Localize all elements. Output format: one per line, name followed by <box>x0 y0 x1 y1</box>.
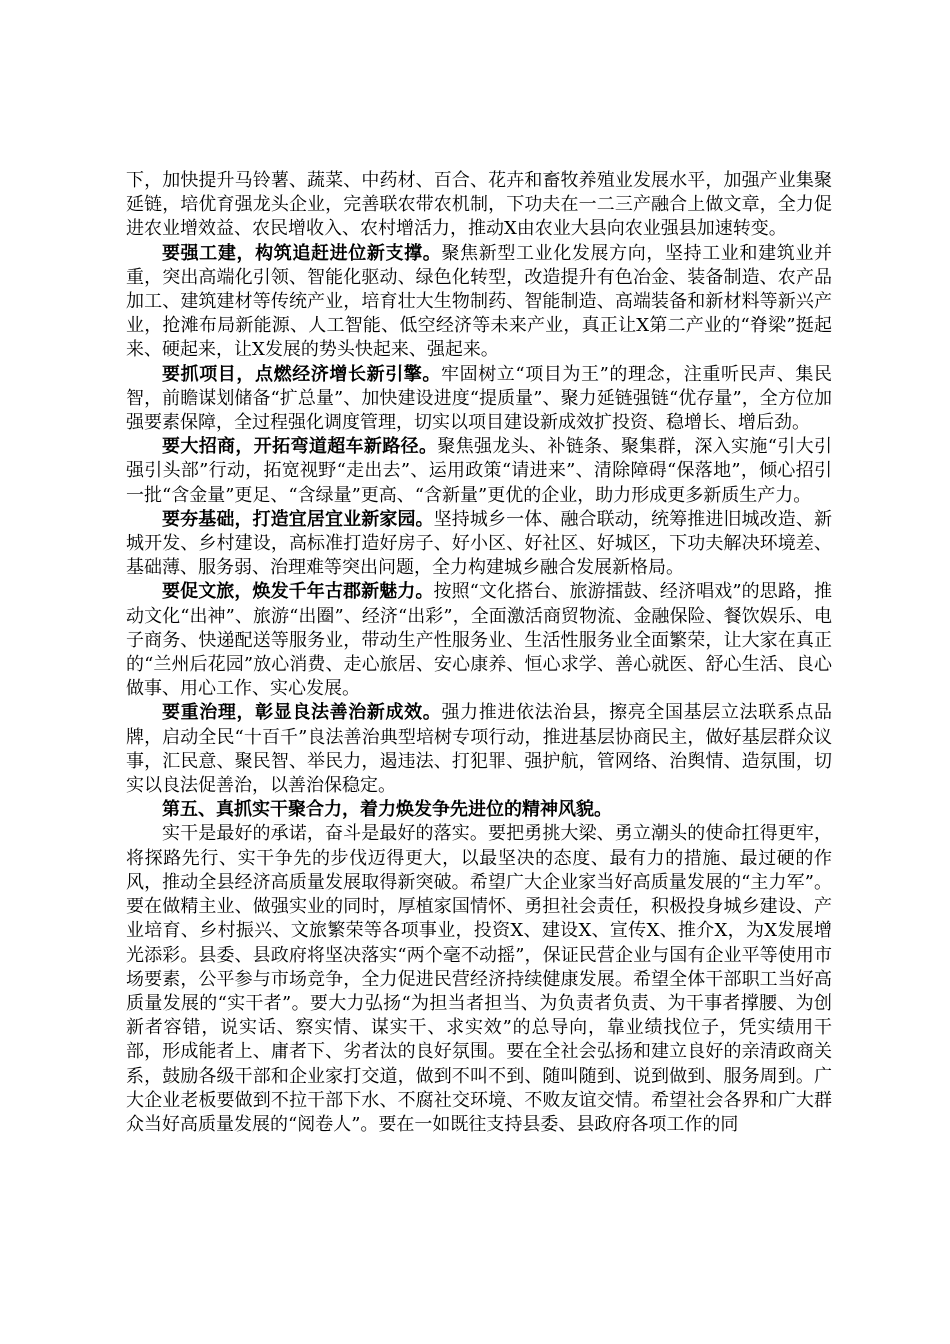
paragraph-governance <box>126 701 832 798</box>
paragraph-culture-tourism <box>126 580 832 701</box>
paragraph-infrastructure <box>126 508 832 581</box>
paragraph-lead: 要抓项目，点燃经济增长新引擎。 <box>162 363 441 385</box>
section-heading: 第五、真抓实干聚合力，着力焕发争先进位的精神风貌。 <box>162 799 612 821</box>
paragraph-projects <box>126 363 832 436</box>
paragraph-lead: 要夯基础，打造宜居宜业新家园。 <box>162 508 434 530</box>
paragraph-text: 下，加快提升马铃薯、蔬菜、中药材、百合、花卉和畜牧养殖业发展水平，加强产业集聚延链，培优育强龙头企业，完善联农带农机制，下功夫在一二三产融合上做文章，全力促进农业增效益、农民增收入、农村增活力，推动X由农业大县向农业强县加速转变。 <box>126 170 832 240</box>
paragraph-industry <box>126 242 832 363</box>
paragraph-lead: 要促文旅，焕发千年古郡新魅力。 <box>162 581 434 603</box>
paragraph-text: 牢固树立“项目为王”的理念，注重听民声、集民智，前瞻谋划储备“扩总量”、加快建设进度“提质量”、聚力延链强链“优存量”，全方位加强要素保障，全过程强化调度管理，切实以项目建设新成效扩投资、稳增长、增后劲。 <box>126 363 832 434</box>
paragraph-final: 实干是最好的承诺，奋斗是最好的落实。要把勇挑大梁、勇立潮头的使命扛得更牢，将探路先行、实干争先的步伐迈得更大，以最坚决的态度、最有力的措施、最过硬的作风，推动全县经济高质量发展取得新突破。希望广大企业家当好高质量发展的“主力军”。要在做精主业、做强实业的同时，厚植家国情怀、勇担社会责任，积极投身城乡建设、产业培育、乡村振兴、文旅繁荣等各项事业，投资X、建设X、宣传X、推介X，为X发展增光添彩。县委、县政府将坚决落实“两个毫不动摇”，保证民营企业与国有企业平等使用市场要素，公平参与市场竞争，全力促进民营经济持续健康发展。希望全体干部职工当好高质量发展的“实干者”。要大力弘扬“为担当者担当、为负责者负责、为干事者撑腰、为创新者容错，说实话、察实情、谋实干、求实效”的总导向，靠业绩找位子，凭实绩用干部，形成能者上、庸者下、劣者汰的良好氛围。要在全社会弘扬和建立良好的亲清政商关系，鼓励各级干部和企业家打交道，做到不叫不到、随叫随到、说到做到、服务周到。广大企业老板要做到不拉干部下水、不腐社交环境、不败友谊交情。希望社会各界和广大群众当好高质量发展的“阅卷人”。要在一如既往支持县委、县政府各项工作的同 <box>126 823 832 1135</box>
paragraph-lead: 要大招商，开拓弯道超车新路径。 <box>162 436 438 458</box>
paragraph-agriculture <box>126 169 832 242</box>
paragraph-text: 聚焦强龙头、补链条、聚集群，深入实施“引大引强引头部”行动，拓宽视野“走出去”、运用政策“请进来”、清除障碍“保落地”，倾心招引一批“含金量”更足、“含绿量”更高、“含新量”更优的企业，助力形成更多新质生产力。 <box>126 436 833 506</box>
document-page <box>126 169 832 1137</box>
paragraph-text: 强力推进依法治县，擦亮全国基层立法联系点品牌，启动全民“十百千”良法善治典型培树专项行动，推进基层协商民主，做好基层群众议事，汇民意、聚民智、举民力，遏违法、打犯罪、强护航，管网络、治舆情、造氛围，切实以良法促善治，以善治保稳定。 <box>126 702 833 797</box>
paragraph-text: 坚持城乡一体、融合联动，统筹推进旧城改造、新城开发、乡村建设，高标准打造好房子、好小区、好社区、好城区，下功夫解决环境差、基础薄、服务弱、治理难等突出问题，全力构建城乡融合发展新格局。 <box>126 508 833 579</box>
paragraph-text: 按照“文化搭台、旅游擂鼓、经济唱戏”的思路，推动文化“出神”、旅游“出圈”、经济“出彩”，全面激活商贸物流、金融保险、餐饮娱乐、电子商务、快递配送等服务业，带动生产性服务业、生活性服务业全面繁荣，让大家在真正的“兰州后花园”放心消费、走心旅居、安心康养、恒心求学、善心就医、舒心生活、良心做事、用心工作、实心发展。 <box>126 581 833 700</box>
paragraph-text: 聚焦新型工业化发展方向，坚持工业和建筑业并重，突出高端化引领、智能化驱动、绿色化转型，改造提升有色冶金、装备制造、农产品加工、建筑建材等传统产业，培育壮大生物制药、智能制造、高端装备和新材料等新兴产业，抢滩布局新能源、人工智能、低空经济等未来产业，真正让X第二产业的“脊梁”挺起来、硬起来，让X发展的势头快起来、强起来。 <box>126 242 833 361</box>
paragraph-investment <box>126 435 832 508</box>
paragraph-lead: 要重治理，彰显良法善治新成效。 <box>162 702 442 724</box>
paragraph-lead: 要强工建，构筑追赶进位新支撑。 <box>162 242 442 264</box>
